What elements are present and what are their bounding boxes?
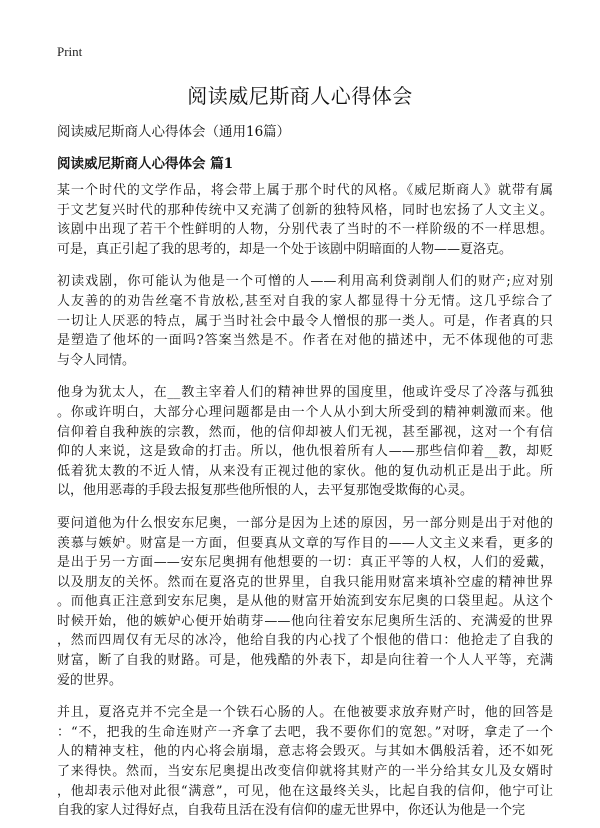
paragraph-line: 自我的家人过得好点，自我苟且活在没有信仰的虚无世界中，你还认为他是一个完 — [57, 803, 526, 819]
paragraph-line: 某一个时代的文学作品，将会带上属于那个时代的风格。《威尼斯商人》就带有属 — [57, 183, 553, 198]
paragraph-line: 一切让人厌恶的特点，属于当时社会中最令人憎恨的那一类人。可是，作者真的只 — [57, 313, 553, 329]
paragraph-line: 时候开始，他的嫉妒心便开始萌芽——他向往着安东尼奥所生活的、充满爱的世界 — [57, 613, 553, 629]
paragraph-line: 仰的人来说，这是致命的打击。所以，他仇恨着所有人——那些信仰着__教，却贬 — [57, 444, 553, 460]
paragraph-line: 要问道他为什么恨安东尼奥，一部分是因为上述的原因，另一部分则是出于对他的 — [57, 515, 553, 531]
paragraph — [57, 703, 553, 821]
paragraph — [57, 383, 553, 501]
paragraph-line: 人友善的的劝告丝毫不肯放松,甚至对自我的家人都显得十分无情。这几乎综合了 — [57, 293, 553, 309]
paragraph-line: 以，他用恶毒的手段去报复那些他所恨的人，去平复那饱受欺侮的心灵。 — [57, 483, 474, 499]
page-title: 阅读威尼斯商人心得体会 — [187, 84, 413, 108]
paragraph-line: 该剧中出现了若干个性鲜明的人物，分别代表了当时的不一样阶级的不一样思想。 — [57, 222, 553, 238]
paragraph-line: 与令人同情。 — [57, 352, 136, 368]
paragraph-line: 是塑造了他坏的一面吗?答案当然是不。作者在对他的描述中，无不体现他的可悲 — [57, 333, 553, 349]
paragraph-line: 财富，断了自我的财路。可是，他残酷的外表下，却是向往着一个人人平等，充满 — [57, 653, 553, 669]
paragraph-line: 他身为犹太人，在__教主宰着人们的精神世界的国度里，他或许受尽了冷落与孤独 — [57, 385, 553, 401]
paragraph — [57, 514, 553, 690]
paragraph-line: ，然而四周仅有无尽的冰冷，他给自我的内心找了个恨他的借口：他抢走了自我的 — [57, 633, 553, 649]
paragraph-line: 是出于另一方面——安东尼奥拥有他想要的一切：真正平等的人权，人们的爱戴， — [57, 555, 553, 571]
paragraph — [57, 181, 553, 259]
paragraph-line: 了来得快。然而，当安东尼奥提出改变信仰就将其财产的一半分给其女儿及女婿时 — [57, 764, 553, 780]
paragraph-line: 。而他真正注意到安东尼奥，是从他的财富开始流到安东尼奥的口袋里起。从这个 — [57, 594, 553, 610]
article-body — [57, 181, 553, 828]
print-link[interactable]: Print — [57, 44, 83, 59]
paragraph-line: 于文艺复兴时代的那种传统中又充满了创新的独特风格，同时也宏扬了人文主义。 — [57, 202, 553, 218]
paragraph-line: 爱的世界。 — [57, 672, 123, 688]
paragraph-line: 并且，夏洛克并不完全是一个铁石心肠的人。在他被要求放弃财产时，他的回答是 — [57, 705, 553, 721]
paragraph — [57, 272, 553, 370]
paragraph-line: 羡慕与嫉妒。财富是一方面，但要真从文章的写作目的——人文主义来看，更多的 — [57, 535, 553, 551]
paragraph-line: 低着犹太教的不近人情，从来没有正视过他的家伙。他的复仇动机正是出于此。所 — [57, 463, 553, 479]
document-subtitle: 阅读威尼斯商人心得体会（通用16篇） — [57, 124, 291, 140]
paragraph-line: 以及朋友的关怀。然而在夏洛克的世界里，自我只能用财富来填补空虚的精神世界 — [57, 574, 553, 590]
paragraph-line: 初读戏剧，你可能认为他是一个可憎的人——利用高利贷剥削人们的财产;应对别 — [57, 274, 553, 290]
paragraph-line: 人的精神支柱，他的内心将会崩塌，意志将会毁灭。与其如木偶般活着，还不如死 — [57, 744, 553, 760]
paragraph-line: ：“不，把我的生命连财产一齐拿了去吧，我不要你们的宽恕。”对呀，拿走了一个 — [57, 724, 553, 740]
paragraph-line: 信仰着自我种族的宗教，然而，他的信仰却被人们无视，甚至鄙视，这对一个有信 — [57, 424, 553, 440]
section-heading: 阅读威尼斯商人心得体会 篇1 — [57, 156, 234, 172]
paragraph-line: 。你或许明白，大部分心理问题都是由一个人从小到大所受到的精神刺激而来。他 — [57, 404, 553, 420]
paragraph-line: 可是，真正引起了我的思考的，却是一个处于该剧中阴暗面的人物——夏洛克。 — [57, 241, 513, 257]
paragraph-line: ，他却表示他对此很“满意”，可见，他在这最终关头，比起自我的信仰，他宁可让 — [57, 783, 553, 799]
